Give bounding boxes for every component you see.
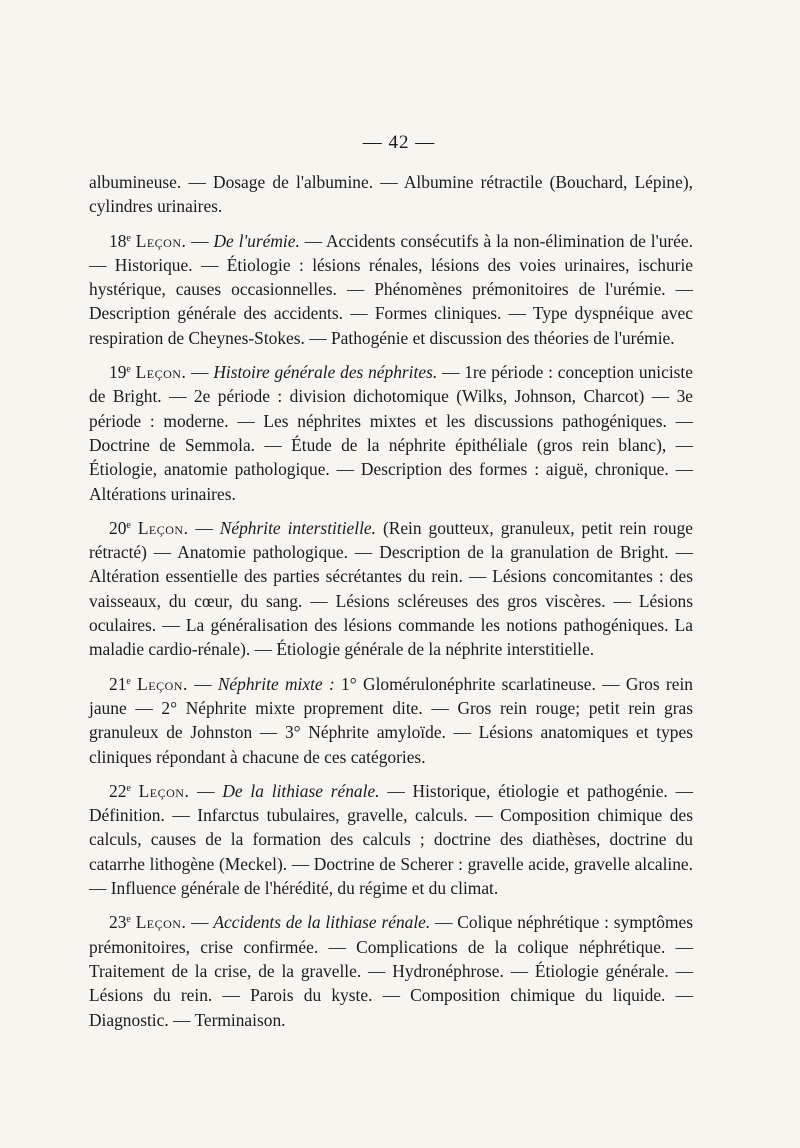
lecon-title: Accidents de la lithiase rénale. <box>213 912 431 933</box>
separator-dash: — <box>187 673 218 694</box>
paragraph-text: albumineuse. — Dosage de l'albumine. — Albumine rétractile (Bouchard, Lépine), cylindres urinaires. <box>89 172 693 217</box>
lecon-title: Néphrite interstitielle. <box>219 517 376 538</box>
lecon-number-suffix: e <box>126 519 131 531</box>
lecon-title: De la lithiase rénale. <box>222 780 380 801</box>
lecon-title: De l'urémie. <box>213 230 300 251</box>
paragraph-lecon-22 <box>89 779 693 900</box>
paragraph-lecon-19 <box>89 360 693 506</box>
lecon-number: 20 <box>109 517 127 538</box>
page-number: — 42 — <box>362 132 436 153</box>
lecon-body: — 1re période : conception uniciste de Bright. — 2e période : division dichotomique (Wilks, Johnson, Charcot) — 3e période : moderne. — Les néphrites mixtes et les discussions pathogéniques. — Doctrine de Semmola. — Étude de la néphrite épithéliale (gros rein blanc), — Étiologie, anatomie pathologique. — Description des formes : aiguë, chronique. — Altérations urinaires. <box>89 362 693 504</box>
lecon-body: 1° Glomérulonéphrite scarlatineuse. — Gros rein jaune — 2° Néphrite mixte proprement dite. — Gros rein rouge; petit rein gras granuleux de Johnston — 3° Néphrite amyloïde. — Lésions anatomiques et types cliniques répondant à chacune de ces catégories. <box>89 673 693 767</box>
paragraph-lecon-23 <box>89 910 693 1031</box>
lecon-body: (Rein goutteux, granuleux, petit rein rouge rétracté) — Anatomie pathologique. — Description de la granulation de Bright. — Altération essentielle des parties sécrétantes du rein. — Lésions concomitantes : des vaisseaux, du cœur, du sang. — Lésions scléreuses des gros viscères. — Lésions oculaires. — La généralisation des lésions commande les notions pathogéniques. La maladie cardio-rénale). — Étiologie générale de la néphrite interstitielle. <box>89 517 693 660</box>
paragraph-lecon-18 <box>89 229 693 350</box>
separator-dash: — <box>189 780 223 801</box>
lecon-label: Leçon. <box>135 912 187 933</box>
lecon-number-suffix: e <box>126 675 131 687</box>
paragraph-lecon-21 <box>89 672 693 769</box>
lecon-number-suffix: e <box>126 232 131 244</box>
lecon-body: — Historique, étiologie et pathogénie. — Définition. — Infarctus tubulaires, gravelle, calculs. — Composition chimique des calculs, causes de la formation des calculs ; doctrine des diathèses, doctrine du catarrhe lithogène (Meckel). — Doctrine de Scherer : gravelle acide, gravelle alcaline. — Influence générale de l'hérédité, du régime et du climat. <box>89 780 693 899</box>
lecon-label: Leçon. <box>135 362 187 383</box>
lecon-body: — Accidents consécutifs à la non-élimination de l'urée. — Historique. — Étiologie : lésions rénales, lésions des voies urinaires, ischurie hystérique, causes occasionnelles. — Phénomènes prémonitoires de l'urémie. — Description générale des accidents. — Formes cliniques. — Type dyspnéique avec respiration de Cheynes-Stokes. — Pathogénie et discussion des théories de l'urémie. <box>89 230 693 348</box>
lecon-body: — Colique néphrétique : symptômes prémonitoires, crise confirmée. — Complications de la colique néphrétique. — Traitement de la crise, de la gravelle. — Hydronéphrose. — Étiologie générale. — Lésions du rein. — Parois du kyste. — Composition chimique du liquide. — Diagnostic. — Terminaison. <box>89 912 694 1030</box>
lecon-number: 21 <box>109 673 127 694</box>
separator-dash: — <box>186 230 214 251</box>
book-page <box>89 132 693 1032</box>
lecon-number-suffix: e <box>126 364 131 376</box>
lecon-number-suffix: e <box>126 782 131 794</box>
lecon-title: Néphrite mixte : <box>217 673 335 694</box>
paragraph-continuation <box>89 170 693 219</box>
separator-dash: — <box>186 362 214 383</box>
lecon-label: Leçon. <box>135 230 187 251</box>
lecon-number: 18 <box>109 230 127 251</box>
lecon-label: Leçon. <box>137 517 189 538</box>
lecon-number: 22 <box>109 780 127 801</box>
lecon-number-suffix: e <box>126 914 131 926</box>
separator-dash: — <box>186 912 214 933</box>
separator-dash: — <box>188 517 220 538</box>
lecon-label: Leçon. <box>138 780 190 801</box>
paragraph-lecon-20 <box>89 516 693 662</box>
lecon-label: Leçon. <box>137 673 188 694</box>
lecon-title: Histoire générale des néphrites. <box>213 362 438 383</box>
lecon-number: 23 <box>109 912 127 933</box>
lecon-number: 19 <box>109 362 127 383</box>
